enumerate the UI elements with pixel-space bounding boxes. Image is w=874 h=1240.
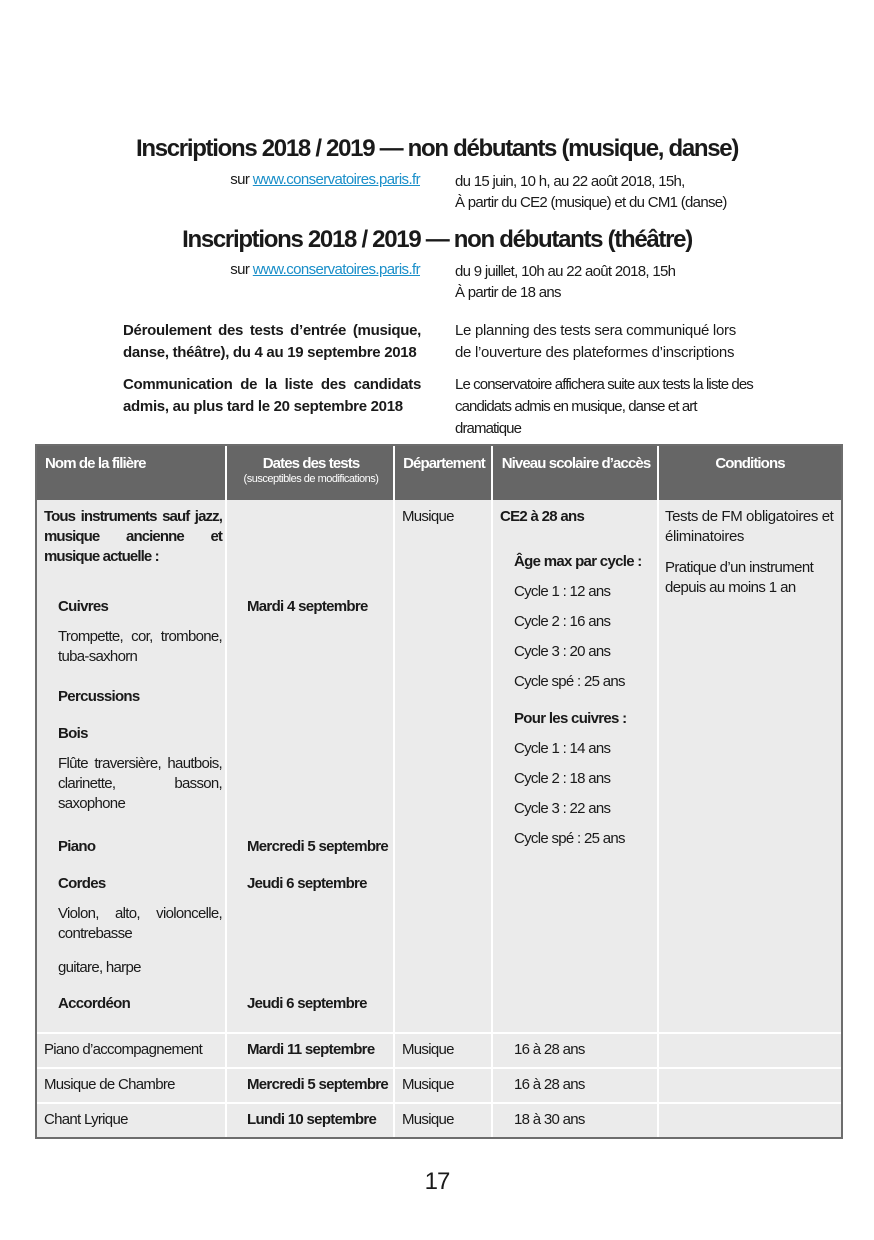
row-niveau: 18 à 30 ans bbox=[514, 1111, 585, 1128]
row-divider bbox=[37, 1102, 841, 1104]
header-conditions: Conditions bbox=[659, 446, 841, 500]
registration-details bbox=[455, 261, 785, 303]
main-row-departement: Musique bbox=[402, 508, 454, 525]
row-date: Mercredi 5 septembre bbox=[247, 1076, 389, 1093]
date-accordeon: Jeudi 6 septembre bbox=[247, 995, 367, 1012]
family-accordeon: Accordéon bbox=[58, 995, 131, 1012]
row-name: Chant Lyrique bbox=[44, 1111, 128, 1128]
age-max-title: Âge max par cycle : bbox=[514, 553, 642, 570]
header-dates-label: Dates des tests bbox=[262, 455, 360, 472]
row-date: Mardi 11 septembre bbox=[247, 1041, 375, 1058]
date-cuivres: Mardi 4 septembre bbox=[247, 598, 368, 615]
registration-link-line bbox=[0, 261, 420, 278]
results-info: Communication de la liste des candidats admis, au plus tard le 20 septembre 2018 bbox=[123, 376, 421, 415]
registration-audience: À partir du CE2 (musique) et du CM1 (danse) bbox=[455, 194, 727, 211]
niveau-range: CE2 à 28 ans bbox=[500, 508, 585, 525]
family-cuivres: Cuivres bbox=[58, 598, 109, 615]
cuivres-age-title: Pour les cuivres : bbox=[514, 710, 627, 727]
cuivres-cycle-1: Cycle 1 : 14 ans bbox=[514, 740, 611, 757]
header-dates-sub: (susceptibles de modifications) bbox=[243, 473, 379, 485]
row-divider bbox=[37, 1032, 841, 1034]
family-cordes: Cordes bbox=[58, 875, 106, 892]
registration-details bbox=[455, 171, 785, 213]
condition-fm: Tests de FM obligatoires et éliminatoires bbox=[665, 508, 834, 545]
cuivres-cycle-2: Cycle 2 : 18 ans bbox=[514, 770, 611, 787]
registration-dates: du 9 juillet, 10h au 22 août 2018, 15h bbox=[455, 263, 676, 280]
conservatoires-link[interactable]: www.conservatoires.paris.fr bbox=[252, 261, 420, 278]
registration-link-line bbox=[0, 171, 420, 188]
section-title-theatre: Inscriptions 2018 / 2019 — non débutants (théâtre) bbox=[182, 226, 692, 253]
section-title-music-dance: Inscriptions 2018 / 2019 — non débutants (musique, danse) bbox=[135, 135, 739, 162]
cycle-2: Cycle 2 : 16 ans bbox=[514, 613, 611, 630]
family-bois: Bois bbox=[58, 725, 88, 742]
row-divider bbox=[37, 1067, 841, 1069]
link-prefix: sur bbox=[230, 171, 253, 188]
header-departement: Département bbox=[395, 446, 493, 500]
results-display-info: Le conservatoire affichera suite aux tests la liste des candidats admis en musique, danse et art dramatique bbox=[455, 376, 753, 437]
row-departement: Musique bbox=[402, 1076, 454, 1093]
family-piano: Piano bbox=[58, 838, 96, 855]
row-name: Musique de Chambre bbox=[44, 1076, 175, 1093]
cordes-instruments: Violon, alto, violoncelle, contrebasse bbox=[58, 905, 222, 942]
cycle-1: Cycle 1 : 12 ans bbox=[514, 583, 611, 600]
tests-schedule-info: Déroulement des tests d’entrée (musique, danse, théâtre), du 4 au 19 septembre 2018 bbox=[123, 322, 421, 361]
registration-audience: À partir de 18 ans bbox=[455, 284, 561, 301]
date-cordes: Jeudi 6 septembre bbox=[247, 875, 367, 892]
cordes-instruments-extra: guitare, harpe bbox=[58, 959, 141, 976]
main-row-intro: Tous instruments sauf jazz, musique ancienne et musique actuelle : bbox=[44, 508, 222, 565]
link-prefix: sur bbox=[230, 261, 253, 278]
family-percussions: Percussions bbox=[58, 688, 140, 705]
condition-pratique: Pratique d’un instrument depuis au moins 1 an bbox=[665, 559, 814, 596]
header-dates bbox=[227, 446, 395, 500]
cuivres-instruments: Trompette, cor, trombone, tuba-saxhorn bbox=[58, 628, 222, 665]
header-niveau: Niveau scolaire d’accès bbox=[493, 446, 659, 500]
row-departement: Musique bbox=[402, 1041, 454, 1058]
planning-info: Le planning des tests sera communiqué lors de l’ouverture des plateformes d’inscriptions bbox=[455, 322, 736, 361]
row-niveau: 16 à 28 ans bbox=[514, 1076, 585, 1093]
row-date: Lundi 10 septembre bbox=[247, 1111, 377, 1128]
row-name: Piano d’accompagnement bbox=[44, 1041, 203, 1058]
cuivres-cycle-3: Cycle 3 : 22 ans bbox=[514, 800, 611, 817]
cycle-3: Cycle 3 : 20 ans bbox=[514, 643, 611, 660]
page-number: 17 bbox=[424, 1168, 450, 1195]
cycle-spe: Cycle spé : 25 ans bbox=[514, 673, 625, 690]
bois-instruments: Flûte traversière, hautbois, clarinette, basson, saxophone bbox=[58, 755, 222, 812]
registration-dates: du 15 juin, 10 h, au 22 août 2018, 15h, bbox=[455, 173, 685, 190]
header-filiere: Nom de la filière bbox=[37, 446, 227, 500]
row-niveau: 16 à 28 ans bbox=[514, 1041, 585, 1058]
tests-table bbox=[35, 444, 843, 1139]
cuivres-cycle-spe: Cycle spé : 25 ans bbox=[514, 830, 625, 847]
row-departement: Musique bbox=[402, 1111, 454, 1128]
date-piano: Mercredi 5 septembre bbox=[247, 838, 389, 855]
conservatoires-link[interactable]: www.conservatoires.paris.fr bbox=[252, 171, 420, 188]
